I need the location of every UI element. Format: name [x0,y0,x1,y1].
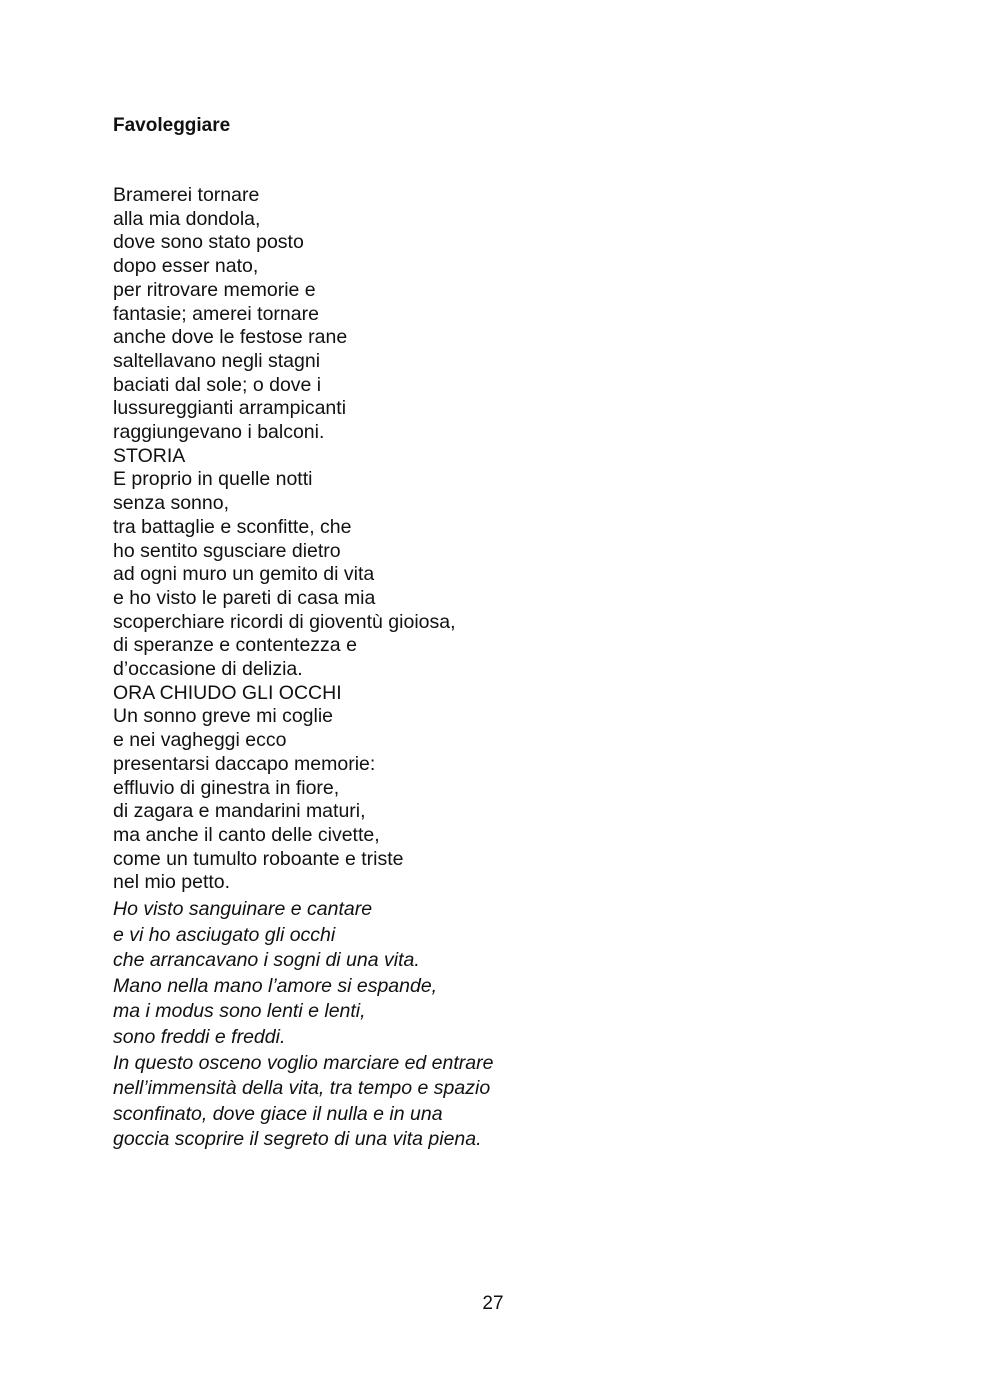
poem-line: ORA CHIUDO GLI OCCHI [113,681,342,704]
poem-line: lussureggianti arrampicanti [113,397,347,420]
poem-line: tra battaglie e sconfitte, che [113,515,352,538]
poem-line: di zagara e mandarini maturi, [113,800,366,823]
poem-line: alla mia dondola, [113,207,261,230]
poem-line: anche dove le festose rane [113,326,348,349]
poem-line: fantasie; amerei tornare [113,302,319,325]
poem-line: scoperchiare ricordi di gioventù gioiosa, [113,610,456,633]
poem-line-italic: sconfinato, dove giace il nulla e in una [113,1102,443,1125]
poem-line: STORIA [113,444,186,467]
poem-line: dove sono stato posto [113,231,304,254]
poem-line-italic: goccia scoprire il segreto di una vita piena. [113,1128,482,1151]
poem-line: Bramerei tornare [113,184,260,206]
poem-line-italic: Mano nella mano l’amore si espande, [113,974,438,997]
poem-body-italic [113,897,873,1153]
poem-line: E proprio in quelle notti [113,468,313,491]
poem-line: Un sonno greve mi coglie [113,705,334,728]
poem-line-italic: In questo osceno voglio marciare ed entrare [113,1051,494,1074]
poem-line: effluvio di ginestra in fiore, [113,776,340,799]
poem-line: dopo esser nato, [113,255,259,278]
poem-line: saltellavano negli stagni [113,349,321,372]
poem-line-italic: nell’immensità della vita, tra tempo e spazio [113,1077,491,1100]
poem-line-italic: e vi ho asciugato gli occhi [113,923,336,946]
poem-line: d’occasione di delizia. [113,658,303,681]
poem-line: ho sentito sgusciare dietro [113,539,341,562]
poem-line: raggiungevano i balconi. [113,421,325,444]
poem-line: ad ogni muro un gemito di vita [113,563,375,586]
poem-line: e nei vagheggi ecco [113,729,287,752]
page-number: 27 [482,1293,504,1314]
poem-line: e ho visto le pareti di casa mia [113,586,376,609]
poem-line: nel mio petto. [113,871,231,894]
poem-line: per ritrovare memorie e [113,278,316,301]
poem-line: senza sonno, [113,492,230,515]
poem-line: ma anche il canto delle civette, [113,823,380,846]
poem-line: baciati dal sole; o dove i [113,373,322,396]
poem-line-italic: Ho visto sanguinare e cantare [113,898,373,920]
poem-body-upright [113,184,873,895]
poem-line-italic: che arrancavano i sogni di una vita. [113,949,420,972]
poem-line: come un tumulto roboante e triste [113,847,404,870]
poem-title: Favoleggiare [113,115,231,136]
poem-line: presentarsi daccapo memorie: [113,752,376,775]
poem-line: di speranze e contentezza e [113,634,357,657]
poem-line-italic: ma i modus sono lenti e lenti, [113,1000,366,1023]
poem-line-italic: sono freddi e freddi. [113,1025,286,1048]
